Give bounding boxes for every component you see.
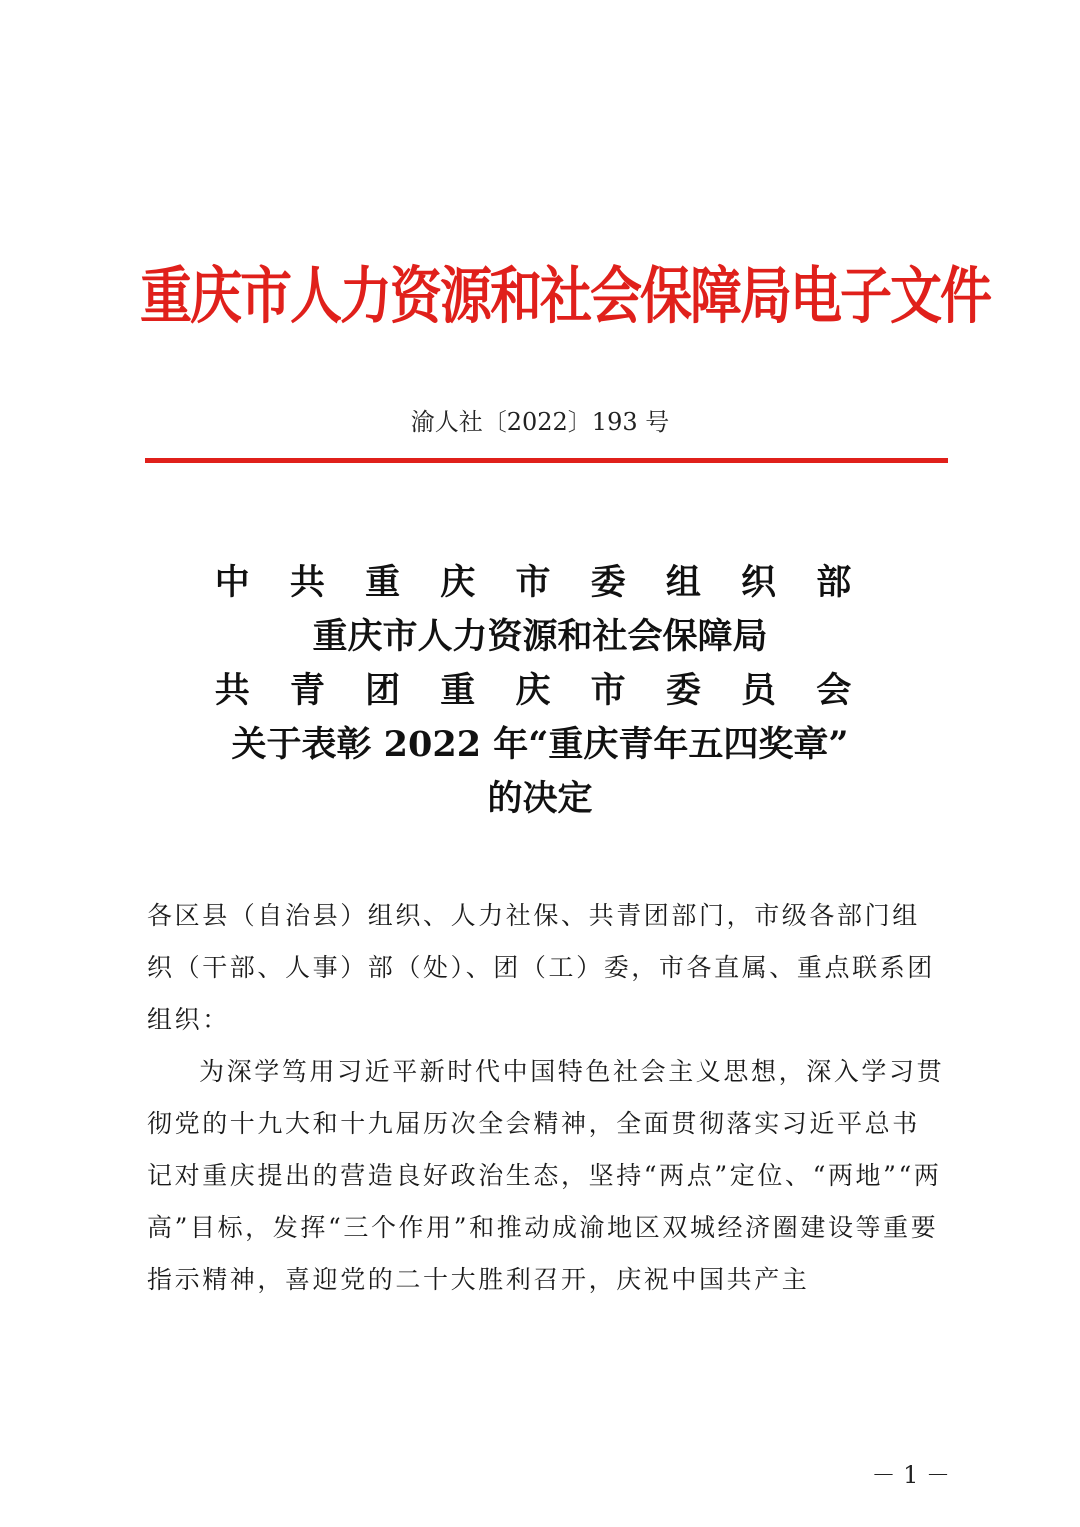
document-number: 渝人社〔2022〕193 号 (410, 408, 670, 436)
red-divider (145, 458, 948, 463)
issuer-org-department: 中 共 重 庆 市 委 组 织 部 (214, 562, 866, 603)
issuer-youth-league: 共 青 团 重 庆 市 委 员 会 (214, 670, 866, 711)
body-paragraph: 为深学笃用习近平新时代中国特色社会主义思想，深入学习贯彻党的十九大和十九届历次全会精神，全面贯彻落实习近平总书记对重庆提出的营造良好政治生态，坚持“两点”定位、“两地”“两高”目标，发挥“三个作用”和推动成渝地区双城经济圈建设等重要指示精神，喜迎党的二十大胜利召开，庆祝中国共产主 (147, 1057, 945, 1294)
issuer-block (0, 556, 1080, 826)
addressees: 各区县（自治县）组织、人力社保、共青团部门，市级各部门组织（干部、人事）部（处）、团（工）委，市各直属、重点联系团组织： (147, 901, 935, 1034)
issuer-hr-bureau: 重庆市人力资源和社会保障局 (312, 616, 768, 657)
decision-title-line1: 关于表彰 2022 年“重庆青年五四奖章” (231, 724, 849, 765)
page-number: － 1 － (871, 1461, 950, 1489)
body-text (147, 890, 947, 1306)
decision-title-line2: 的决定 (487, 778, 593, 819)
masthead-title: 重庆市人力资源和社会保障局电子文件 (140, 260, 991, 333)
